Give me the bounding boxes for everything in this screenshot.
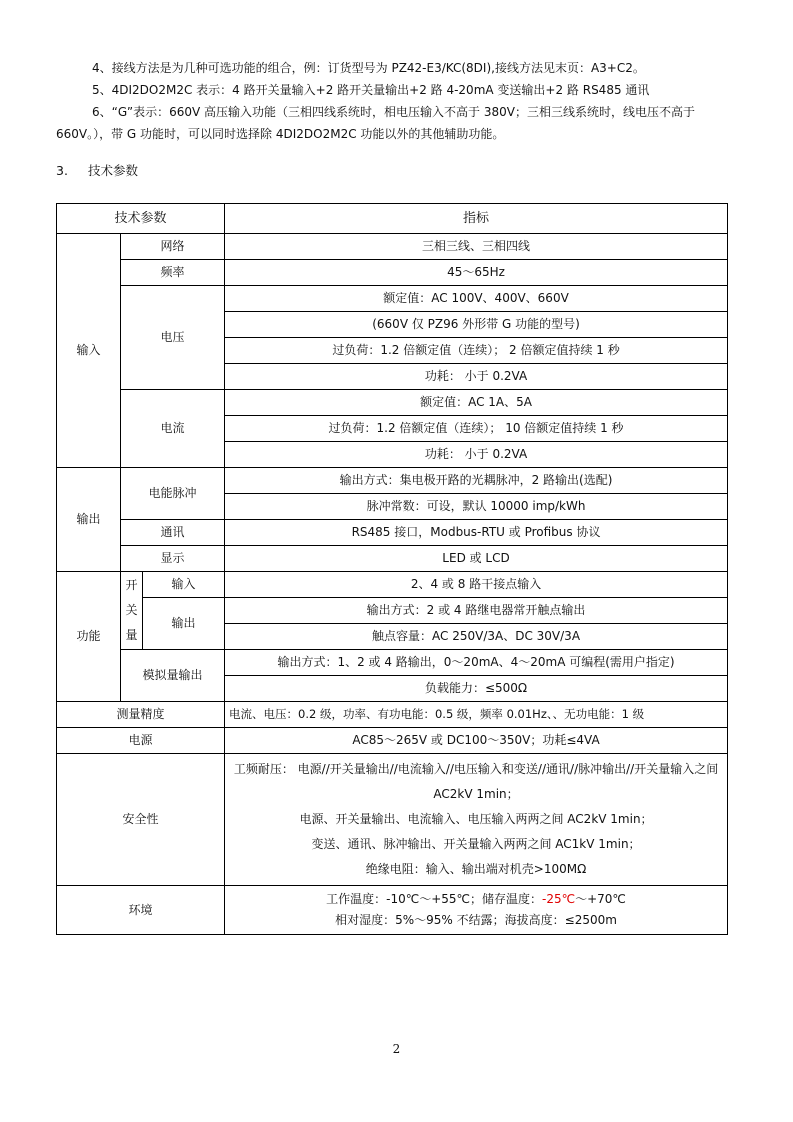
- table-row: [57, 728, 728, 754]
- value-voltage-rated: 额定值：AC 100V、400V、660V: [225, 286, 728, 312]
- value-voltage-rated-note: (660V 仅 PZ96 外形带 G 功能的型号): [225, 312, 728, 338]
- label-frequency: 频率: [121, 260, 225, 286]
- table-row: [57, 702, 728, 728]
- value-comm: RS485 接口，Modbus-RTU 或 Profibus 协议: [225, 520, 728, 546]
- tech-spec-table: [56, 203, 728, 935]
- table-row: [57, 886, 728, 935]
- value-analog-mode: 输出方式：1、2 或 4 路输出，0～20mA、4～20mA 可编程(需用户指定): [225, 650, 728, 676]
- note-wiring-method: 4、接线方法是为几种可选功能的组合，例：订货型号为 PZ42-E3/KC(8DI),接线方法见末页：A3+C2。: [92, 61, 645, 75]
- label-switch-output: 输出: [143, 598, 225, 650]
- value-pulse-constant: 脉冲常数：可设，默认 10000 imp/kWh: [225, 494, 728, 520]
- table-row: [57, 650, 728, 676]
- value-switch-output-mode: 输出方式：2 或 4 路继电器常开触点输出: [225, 598, 728, 624]
- value-switch-output-capacity: 触点容量：AC 250V/3A、DC 30V/3A: [225, 624, 728, 650]
- value-voltage-overload: 过负荷：1.2 倍额定值（连续）； 2 倍额定值持续 1 秒: [225, 338, 728, 364]
- header-spec: 指标: [225, 204, 728, 234]
- table-row: [57, 754, 728, 886]
- value-frequency: 45～65Hz: [225, 260, 728, 286]
- label-network: 网络: [121, 234, 225, 260]
- safety-line-3: 变送、通讯、脉冲输出、开关量输入两两之间 AC1kV 1min；: [311, 837, 641, 851]
- table-header-row: [57, 204, 728, 234]
- environment-humidity: 相对湿度：5%～95% 不结露；海拔高度：≤2500m: [335, 913, 617, 927]
- label-safety: 安全性: [57, 754, 225, 886]
- value-switch-input: 2、4 或 8 路干接点输入: [225, 572, 728, 598]
- temp-prefix: 工作温度：-10℃～+55℃；储存温度：: [326, 892, 543, 906]
- temp-suffix: ～+70℃: [575, 892, 626, 906]
- value-accuracy: 电流、电压：0.2 级，功率、有功电能：0.5 级，频率 0.01Hz、、无功电能：1 级: [225, 702, 728, 728]
- switch-char-1: 开: [125, 578, 138, 592]
- table-row: [57, 520, 728, 546]
- label-analog-output: 模拟量输出: [121, 650, 225, 702]
- value-current-rated: 额定值：AC 1A、5A: [225, 390, 728, 416]
- label-comm: 通讯: [121, 520, 225, 546]
- value-power-supply: AC85～265V 或 DC100～350V；功耗≤4VA: [225, 728, 728, 754]
- switch-char-2: 关: [125, 603, 138, 617]
- switch-char-3: 量: [125, 628, 138, 642]
- table-row: [57, 390, 728, 416]
- value-current-power: 功耗： 小于 0.2VA: [225, 442, 728, 468]
- group-function: 功能: [57, 572, 121, 702]
- safety-line-4: 绝缘电阻：输入、输出端对机壳>100MΩ: [365, 862, 587, 876]
- section-heading: [56, 160, 138, 182]
- safety-line-2: 电源、开关量输出、电流输入、电压输入两两之间 AC2kV 1min；: [299, 812, 653, 826]
- value-safety: [225, 754, 728, 886]
- page-number: 2: [392, 1042, 401, 1056]
- section-number: 3.: [56, 163, 68, 178]
- table-row: [57, 598, 728, 624]
- label-switch-vertical: [121, 572, 143, 650]
- value-analog-load: 负载能力：≤500Ω: [225, 676, 728, 702]
- storage-temp-low: -25℃: [542, 892, 576, 906]
- label-pulse: 电能脉冲: [121, 468, 225, 520]
- value-voltage-power: 功耗： 小于 0.2VA: [225, 364, 728, 390]
- group-input: 输入: [57, 234, 121, 468]
- table-row: [57, 234, 728, 260]
- note-g-option: 6、“G”表示：660V 高压输入功能（三相四线系统时，相电压输入不高于 380V；三相三线系统时，线电压不高于 660V。），带 G 功能时，可以同时选择除 4DI2DO2M2C 功能以外的其他辅助功能。: [56, 105, 695, 141]
- table-row: [57, 468, 728, 494]
- environment-temperature: [231, 889, 721, 910]
- table-row: [57, 572, 728, 598]
- section-title: 技术参数: [88, 163, 139, 178]
- label-switch-input: 输入: [143, 572, 225, 598]
- value-environment: [225, 886, 728, 935]
- group-output: 输出: [57, 468, 121, 572]
- value-network: 三相三线、三相四线: [225, 234, 728, 260]
- label-display: 显示: [121, 546, 225, 572]
- label-power-supply: 电源: [57, 728, 225, 754]
- value-current-overload: 过负荷：1.2 倍额定值（连续）； 10 倍额定值持续 1 秒: [225, 416, 728, 442]
- value-pulse-mode: 输出方式：集电极开路的光耦脉冲，2 路输出(选配): [225, 468, 728, 494]
- label-environment: 环境: [57, 886, 225, 935]
- label-voltage: 电压: [121, 286, 225, 390]
- value-display: LED 或 LCD: [225, 546, 728, 572]
- label-accuracy: 测量精度: [57, 702, 225, 728]
- note-4di2do2m2c: 5、4DI2DO2M2C 表示：4 路开关量输入+2 路开关量输出+2 路 4-20mA 变送输出+2 路 RS485 通讯: [92, 83, 650, 97]
- table-row: [57, 260, 728, 286]
- safety-line-1: 工频耐压： 电源//开关量输出//电流输入//电压输入和变送//通讯//脉冲输出//开关量输入之间 AC2kV 1min；: [233, 762, 719, 801]
- table-row: [57, 546, 728, 572]
- table-row: [57, 286, 728, 312]
- label-current: 电流: [121, 390, 225, 468]
- header-param: 技术参数: [57, 204, 225, 234]
